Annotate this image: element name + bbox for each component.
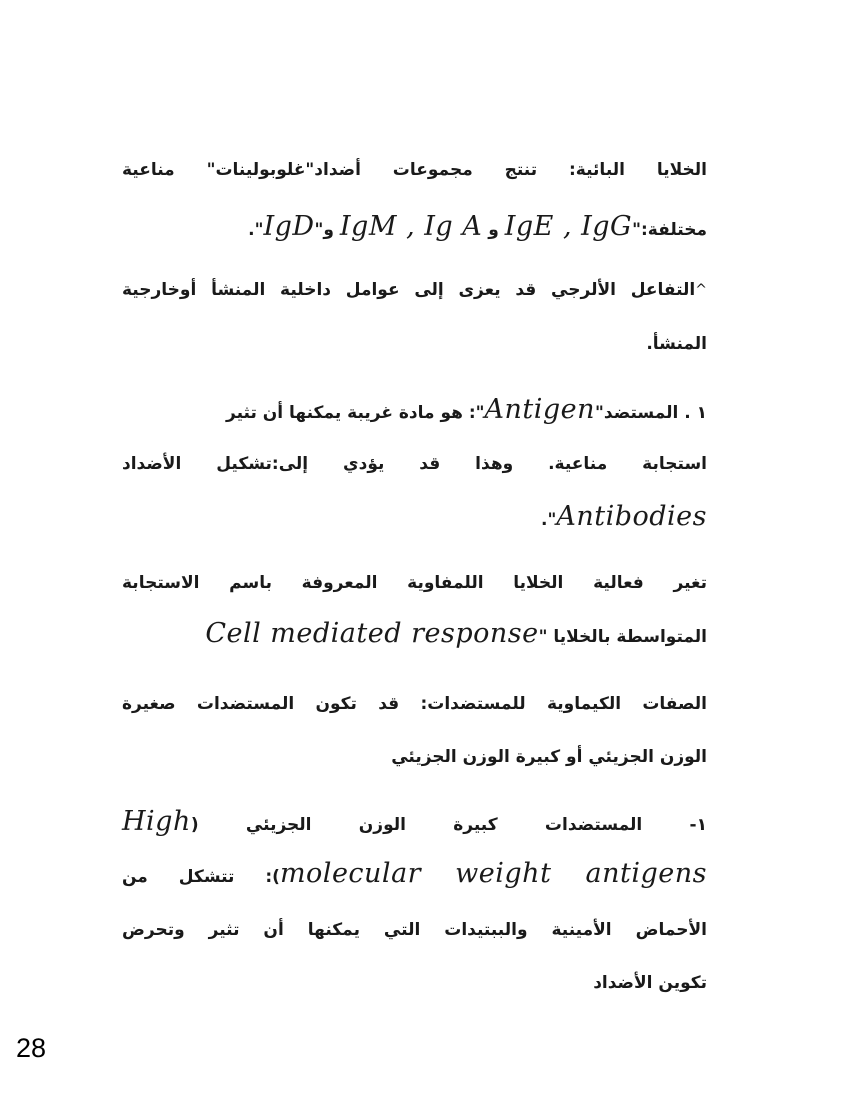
paragraph-line-antibodies [122, 495, 707, 539]
term-igm: IgM [339, 211, 397, 242]
term-high: High [122, 806, 191, 837]
text-fragment: ): تتشكل من [122, 867, 280, 887]
paragraph-line: تكوين الأضداد [593, 973, 707, 993]
paragraph-line-antigen [122, 388, 707, 432]
text-fragment: و" [314, 220, 340, 240]
text-fragment: ". [541, 510, 557, 530]
page-number: 28 [16, 1033, 47, 1063]
separator: , [553, 211, 582, 242]
text-fragment: المتواسطة بالخلايا " [538, 627, 707, 647]
term-antibodies: Antibodies [556, 501, 707, 532]
paragraph-line-cell-mediated [122, 612, 707, 656]
text-fragment: و [482, 220, 505, 240]
paragraph-line: تغير فعالية الخلايا اللمفاوية المعروفة باسم الاستجابة [122, 573, 707, 593]
text-fragment: ١- المستضدات كبيرة الوزن الجزيئي ( [190, 815, 707, 835]
separator: , [397, 211, 425, 242]
paragraph-line [122, 270, 707, 310]
text-fragment: ١ . المستضد" [595, 403, 707, 423]
paragraph-line-antibody-classes [122, 205, 707, 249]
paragraph-line: استجابة مناعية. وهذا قد يؤدي إلى:تشكيل الأضداد [122, 454, 707, 474]
text-fragment: ". [248, 220, 264, 240]
paragraph-line: المنشأ. [646, 334, 707, 354]
paragraph-line: الأحماض الأمينية والببتيدات التي يمكنها أن تثير وتحرض [122, 920, 707, 940]
paragraph-line: الوزن الجزيئي أو كبيرة الوزن الجزيئي [391, 747, 707, 767]
text-fragment: ": هو مادة غريبة يمكنها أن تثير [226, 403, 485, 423]
paragraph-line-molecular-weight [122, 852, 707, 896]
text-fragment: التفاعل الألرجي قد يعزى إلى عوامل داخلية المنشأ أوخارجية [122, 280, 696, 300]
term-ige: IgE [504, 211, 554, 242]
text-fragment: مختلفة:" [632, 220, 707, 240]
caret-marker: ^ [695, 282, 707, 298]
term-iga: Ig A [424, 211, 483, 242]
term-igg: IgG [581, 211, 633, 242]
term-igd: IgD [263, 211, 315, 242]
paragraph-line-high [122, 800, 707, 844]
paragraph-line: الخلايا البائية: تنتج مجموعات أضداد"غلوبولينات" مناعية [122, 160, 707, 180]
term-cell-mediated-response: Cell mediated response [205, 618, 539, 649]
term-antigen: Antigen [484, 394, 596, 425]
term-molecular-weight-antigens: molecular weight antigens [279, 858, 707, 889]
paragraph-line: الصفات الكيماوية للمستضدات: قد تكون المستضدات صغيرة [122, 694, 707, 714]
